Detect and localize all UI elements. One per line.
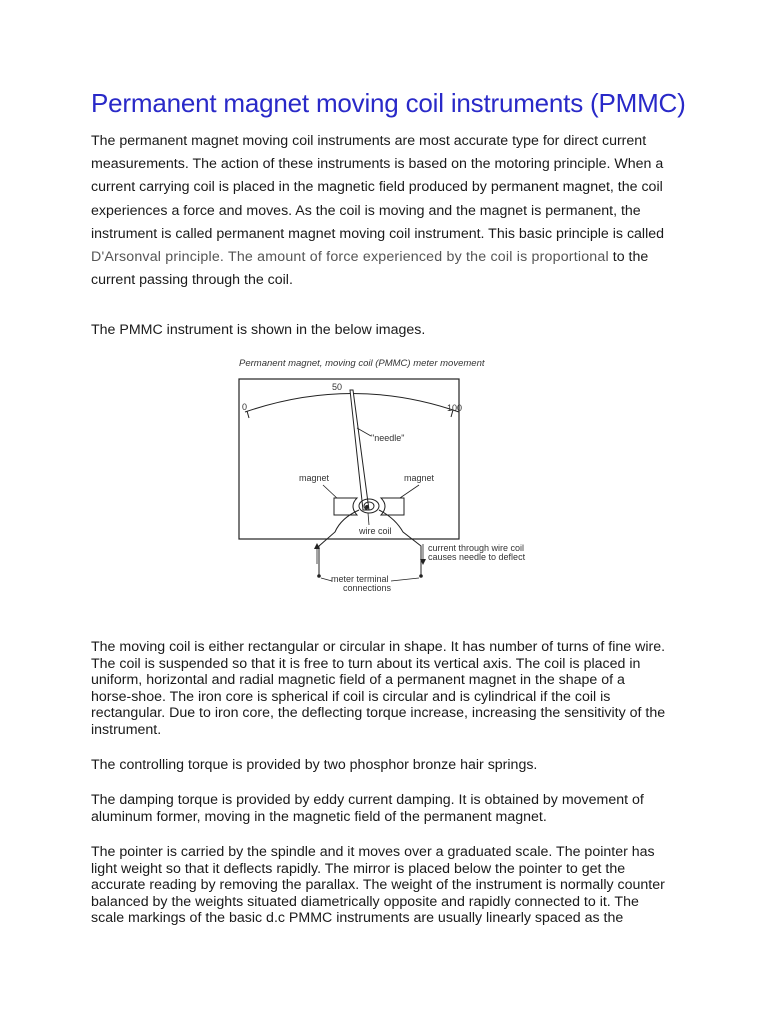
figure-intro-text: The PMMC instrument is shown in the below images. [91,322,426,338]
intro-paragraph [91,130,681,292]
tick-0 [247,411,249,418]
magnet-right [381,498,404,515]
wire-coil-arrow [368,513,369,525]
magnet-left-label: magnet [299,473,330,483]
intro-text-grey: D'Arsonval principle. The amount of force experienced by the coil is proportional [91,249,609,266]
terminal-label-line2: connections [343,583,392,593]
magnet-right-label: magnet [404,473,435,483]
scale-label-50: 50 [332,382,343,392]
paragraph-controlling-torque: The controlling torque is provided by two phosphor bronze hair springs. [91,757,538,773]
paragraph-moving-coil: The moving coil is either rectangular or circular in shape. It has number of turns of fine wire. The coil is suspended so that it is free to turn about its vertical axis. The coil is placed in uniform, horizontal and radial magnetic field of a permanent magnet in the shape of a horse-shoe. The iron core is spherical if coil is circular and is cylindrical if the coil is rectangular. Due to iron core, the deflecting torque increase, increasing the sensitivity of the instrument. [91,639,666,738]
wire-coil-label: wire coil [359,526,392,536]
intro-text-main: The permanent magnet moving coil instruments are most accurate type for direct current measurements. The action of these instruments is based on the motoring principle. When a current carrying coil is placed in the magnetic field produced by permanent magnet, the coil experiences a force and moves. As the coil is moving and the magnet is permanent, the instrument is called permanent magnet moving coil instrument. This basic principle is called [91,133,665,242]
terminal-right-arrow [391,578,419,581]
terminal-left [317,574,321,578]
figure-caption: Permanent magnet, moving coil (PMMC) meter movement [239,358,485,369]
pivot [365,505,369,509]
lead-right [379,510,421,576]
terminal-label-line1: meter terminal [331,574,389,584]
terminal-right [419,574,423,578]
pmmc-diagram [91,350,691,600]
pmmc-figure [91,350,691,600]
scale-label-0: 0 [242,402,248,412]
needle-label: "needle" [371,433,405,443]
current-label-line1: current through wire coil [428,543,525,553]
paragraph-damping-torque: The damping torque is provided by eddy current damping. It is obtained by movement of aluminum former, moving in the magnetic field of the permanent magnet. [91,792,644,825]
intro-text-tail: to the current passing through the coil. [91,249,649,289]
scale-label-100: 100 [447,403,463,413]
paragraph-pointer: The pointer is carried by the spindle and it moves over a graduated scale. The pointer has light weight so that it deflects rapidly. The mirror is placed below the pointer to get the accurate reading by removing the parallax. The weight of the instrument is normally counter balanced by the weights situated diametrically opposite and rapidly connected to it. The scale markings of the basic d.c PMMC instruments are usually linearly spaced as the [91,844,665,927]
wire-coil [359,499,379,513]
lead-left [319,510,359,576]
current-label-line2: causes needle to deflect [428,552,526,562]
page-title: Permanent magnet moving coil instruments (PMMC) [91,88,686,118]
needle [350,390,369,510]
